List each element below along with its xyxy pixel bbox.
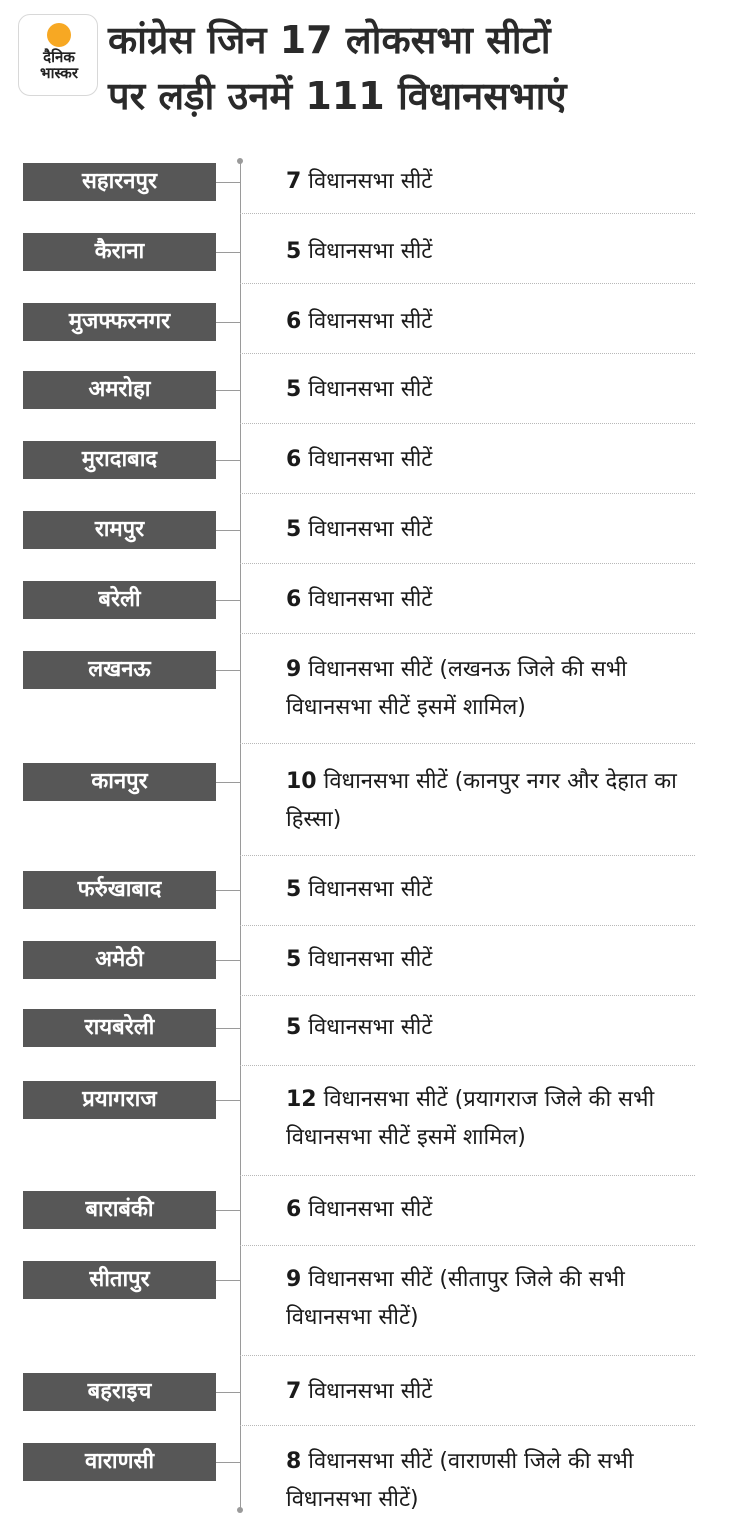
timeline-connector [216, 182, 240, 183]
sun-icon [47, 23, 71, 47]
seat-text: विधानसभा सीटें [301, 1015, 433, 1040]
row-divider [240, 563, 695, 564]
row-divider [240, 1355, 695, 1356]
row-divider [240, 743, 695, 744]
seat-count: 7 [286, 1379, 302, 1404]
seat-description [286, 1261, 706, 1337]
timeline-connector [216, 322, 240, 323]
logo-text [19, 49, 99, 81]
constituency-label: बहराइच [23, 1373, 216, 1411]
title-line2: पर लड़ी उनमें 111 विधानसभाएं [108, 74, 567, 118]
seat-text: विधानसभा सीटें [301, 947, 433, 972]
row-divider [240, 1065, 695, 1066]
row-divider [240, 493, 695, 494]
constituency-label: अमेठी [23, 941, 216, 979]
seat-description [286, 303, 706, 341]
constituency-label: मुरादाबाद [23, 441, 216, 479]
seat-text: विधानसभा सीटें [301, 447, 433, 472]
row-divider [240, 213, 695, 214]
timeline-connector [216, 1280, 240, 1281]
timeline-connector [216, 390, 240, 391]
logo-line1: दैनिक [43, 48, 75, 66]
timeline-connector [216, 960, 240, 961]
seat-text: विधानसभा सीटें [301, 1379, 433, 1404]
constituency-label: वाराणसी [23, 1443, 216, 1481]
timeline-end-dot [237, 1507, 243, 1513]
timeline-connector [216, 890, 240, 891]
row-divider [240, 855, 695, 856]
seat-count: 6 [286, 1197, 302, 1222]
constituency-label: लखनऊ [23, 651, 216, 689]
row-divider [240, 283, 695, 284]
row-divider [240, 995, 695, 996]
timeline-connector [216, 1462, 240, 1463]
row-divider [240, 1425, 695, 1426]
constituency-label: सीतापुर [23, 1261, 216, 1299]
seat-text: विधानसभा सीटें [301, 1197, 433, 1222]
seat-description [286, 1443, 706, 1519]
seat-description [286, 651, 706, 727]
constituency-label: रामपुर [23, 511, 216, 549]
constituency-label: बाराबंकी [23, 1191, 216, 1229]
timeline-line [240, 160, 241, 1510]
seat-description [286, 1191, 706, 1229]
seat-description [286, 1373, 706, 1411]
timeline-connector [216, 1392, 240, 1393]
constituency-label: सहारनपुर [23, 163, 216, 201]
seat-count: 12 [286, 1087, 317, 1112]
constituency-label: कानपुर [23, 763, 216, 801]
seat-count: 6 [286, 447, 302, 472]
constituency-label: रायबरेली [23, 1009, 216, 1047]
row-divider [240, 1175, 695, 1176]
row-divider [240, 925, 695, 926]
seat-count: 5 [286, 377, 302, 402]
timeline-connector [216, 530, 240, 531]
row-divider [240, 353, 695, 354]
logo-line2: भास्कर [40, 64, 78, 82]
seat-count: 5 [286, 517, 302, 542]
timeline-connector [216, 1028, 240, 1029]
seat-text: विधानसभा सीटें (लखनऊ जिले की सभी विधानसभा सीटें इसमें शामिल) [286, 657, 627, 720]
constituency-label: मुजफ्फरनगर [23, 303, 216, 341]
seat-count: 5 [286, 877, 302, 902]
page-title [108, 12, 723, 124]
seat-text: विधानसभा सीटें (वाराणसी जिले की सभी विधानसभा सीटें) [286, 1449, 634, 1512]
seat-text: विधानसभा सीटें [301, 309, 433, 334]
constituency-label: अमरोहा [23, 371, 216, 409]
header [0, 0, 730, 150]
seat-count: 10 [286, 769, 317, 794]
seat-count: 7 [286, 169, 302, 194]
seat-text: विधानसभा सीटें [301, 169, 433, 194]
seat-count: 6 [286, 309, 302, 334]
seat-description [286, 511, 706, 549]
timeline-connector [216, 670, 240, 671]
seat-text: विधानसभा सीटें (कानपुर नगर और देहात का हिस्सा) [286, 769, 677, 832]
timeline-connector [216, 600, 240, 601]
seat-text: विधानसभा सीटें [301, 377, 433, 402]
seat-text: विधानसभा सीटें (सीतापुर जिले की सभी विधानसभा सीटें) [286, 1267, 625, 1330]
timeline-start-dot [237, 158, 243, 164]
seat-description [286, 581, 706, 619]
timeline-connector [216, 782, 240, 783]
seat-text: विधानसभा सीटें [301, 587, 433, 612]
seat-description [286, 441, 706, 479]
seat-description [286, 233, 706, 271]
row-divider [240, 1245, 695, 1246]
dainik-bhaskar-logo [18, 14, 98, 96]
seat-description [286, 941, 706, 979]
seat-description [286, 1009, 706, 1047]
seat-count: 5 [286, 1015, 302, 1040]
title-line1: कांग्रेस जिन 17 लोकसभा सीटों [108, 18, 551, 62]
seat-description [286, 163, 706, 201]
timeline-connector [216, 252, 240, 253]
seat-description [286, 763, 706, 839]
seat-count: 6 [286, 587, 302, 612]
seat-text: विधानसभा सीटें [301, 239, 433, 264]
row-divider [240, 633, 695, 634]
constituency-label: फर्रुखाबाद [23, 871, 216, 909]
constituency-label: बरेली [23, 581, 216, 619]
seat-count: 9 [286, 657, 302, 682]
seat-count: 9 [286, 1267, 302, 1292]
timeline-connector [216, 1100, 240, 1101]
seat-text: विधानसभा सीटें [301, 877, 433, 902]
row-divider [240, 423, 695, 424]
timeline-connector [216, 460, 240, 461]
constituency-label: कैराना [23, 233, 216, 271]
seat-count: 5 [286, 947, 302, 972]
seat-description [286, 371, 706, 409]
seat-text: विधानसभा सीटें [301, 517, 433, 542]
timeline-connector [216, 1210, 240, 1211]
seat-count: 8 [286, 1449, 302, 1474]
seat-count: 5 [286, 239, 302, 264]
seat-description [286, 871, 706, 909]
constituency-label: प्रयागराज [23, 1081, 216, 1119]
seat-text: विधानसभा सीटें (प्रयागराज जिले की सभी विधानसभा सीटें इसमें शामिल) [286, 1087, 655, 1150]
seat-description [286, 1081, 706, 1157]
